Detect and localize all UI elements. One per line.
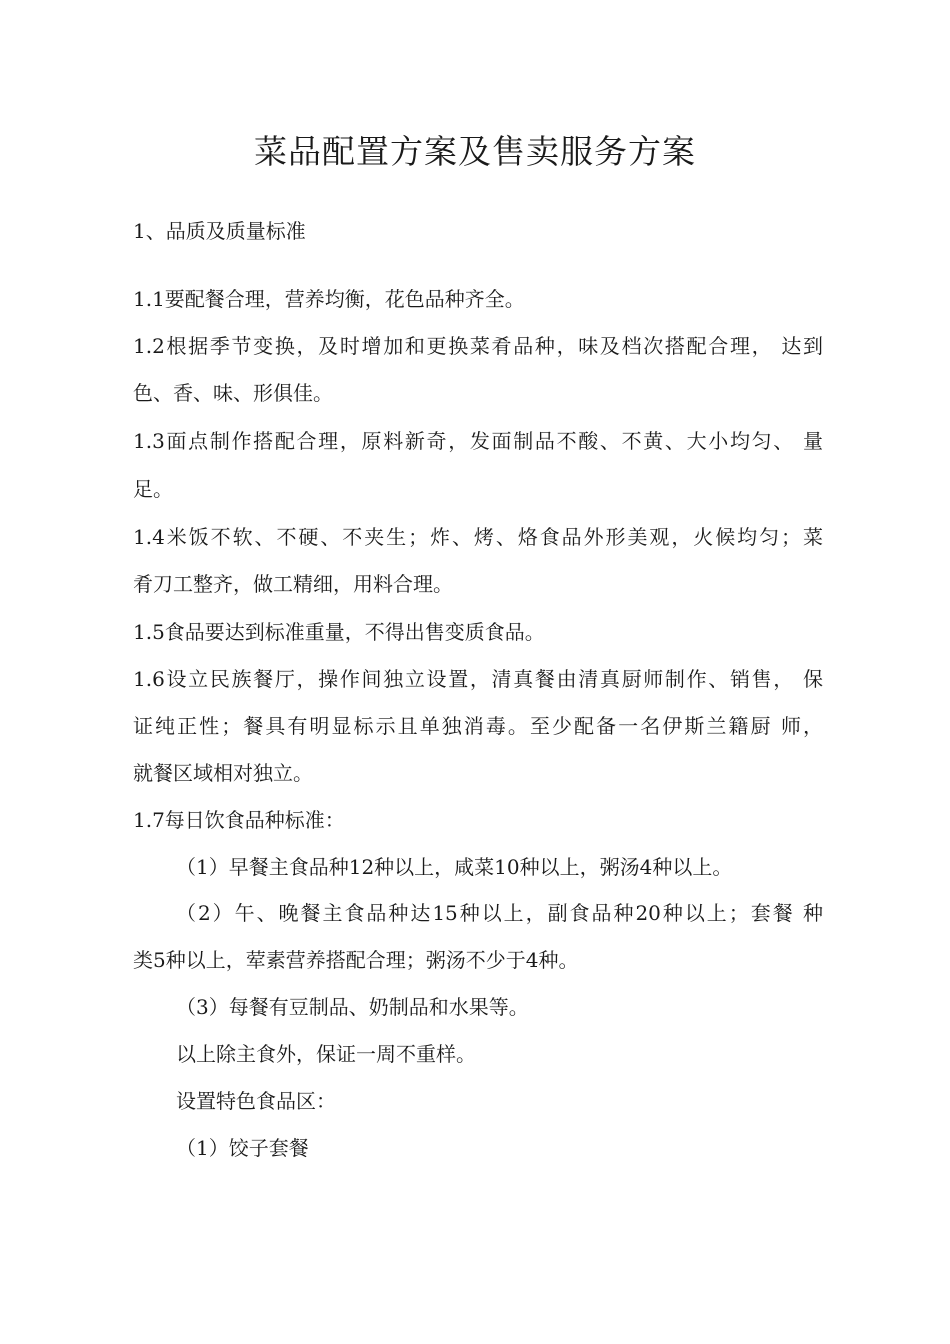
document-title: 菜品配置方案及售卖服务方案 [254, 132, 696, 171]
paragraph-1-2-line-2: 色、香、味、形俱佳。 [133, 381, 333, 405]
paragraph-1-3-line-1: 1.3面点制作搭配合理，原料新奇，发面制品不酸、不黄、大小均匀、 量 [133, 429, 823, 453]
paragraph-1-1: 1.1要配餐合理，营养均衡，花色品种齐全。 [133, 287, 525, 311]
note-special-area: 设置特色食品区： [176, 1089, 336, 1113]
sub-item-dumpling-set: （1）饺子套餐 [176, 1136, 309, 1160]
section-heading: 1、品质及质量标准 [133, 219, 306, 243]
list-item-2-line-1: （2）午、晚餐主食品种达15种以上，副食品种20种以上；套餐 种 [176, 901, 823, 925]
paragraph-1-6-line-3: 就餐区域相对独立。 [133, 761, 313, 785]
note-no-repeat: 以上除主食外，保证一周不重样。 [176, 1042, 476, 1066]
paragraph-1-3-line-2: 足。 [133, 477, 173, 501]
paragraph-1-6-line-2: 证纯正性；餐具有明显标示且单独消毒。至少配备一名伊斯兰籍厨 师， [133, 714, 823, 738]
list-item-1: （1）早餐主食品种12种以上，咸菜10种以上，粥汤4种以上。 [176, 855, 733, 879]
paragraph-1-7: 1.7每日饮食品种标准： [133, 808, 345, 832]
paragraph-1-5: 1.5食品要达到标准重量，不得出售变质食品。 [133, 620, 545, 644]
list-item-2-line-2: 类5种以上，荤素营养搭配合理；粥汤不少于4种。 [133, 948, 579, 972]
paragraph-1-2-line-1: 1.2根据季节变换，及时增加和更换菜肴品种，味及档次搭配合理， 达到 [133, 334, 823, 358]
list-item-3: （3）每餐有豆制品、奶制品和水果等。 [176, 995, 529, 1019]
paragraph-1-4-line-1: 1.4米饭不软、不硬、不夹生；炸、烤、烙食品外形美观，火候均匀；菜 [133, 525, 823, 549]
paragraph-1-4-line-2: 肴刀工整齐，做工精细，用料合理。 [133, 572, 453, 596]
paragraph-1-6-line-1: 1.6设立民族餐厅，操作间独立设置，清真餐由清真厨师制作、销售， 保 [133, 667, 823, 691]
